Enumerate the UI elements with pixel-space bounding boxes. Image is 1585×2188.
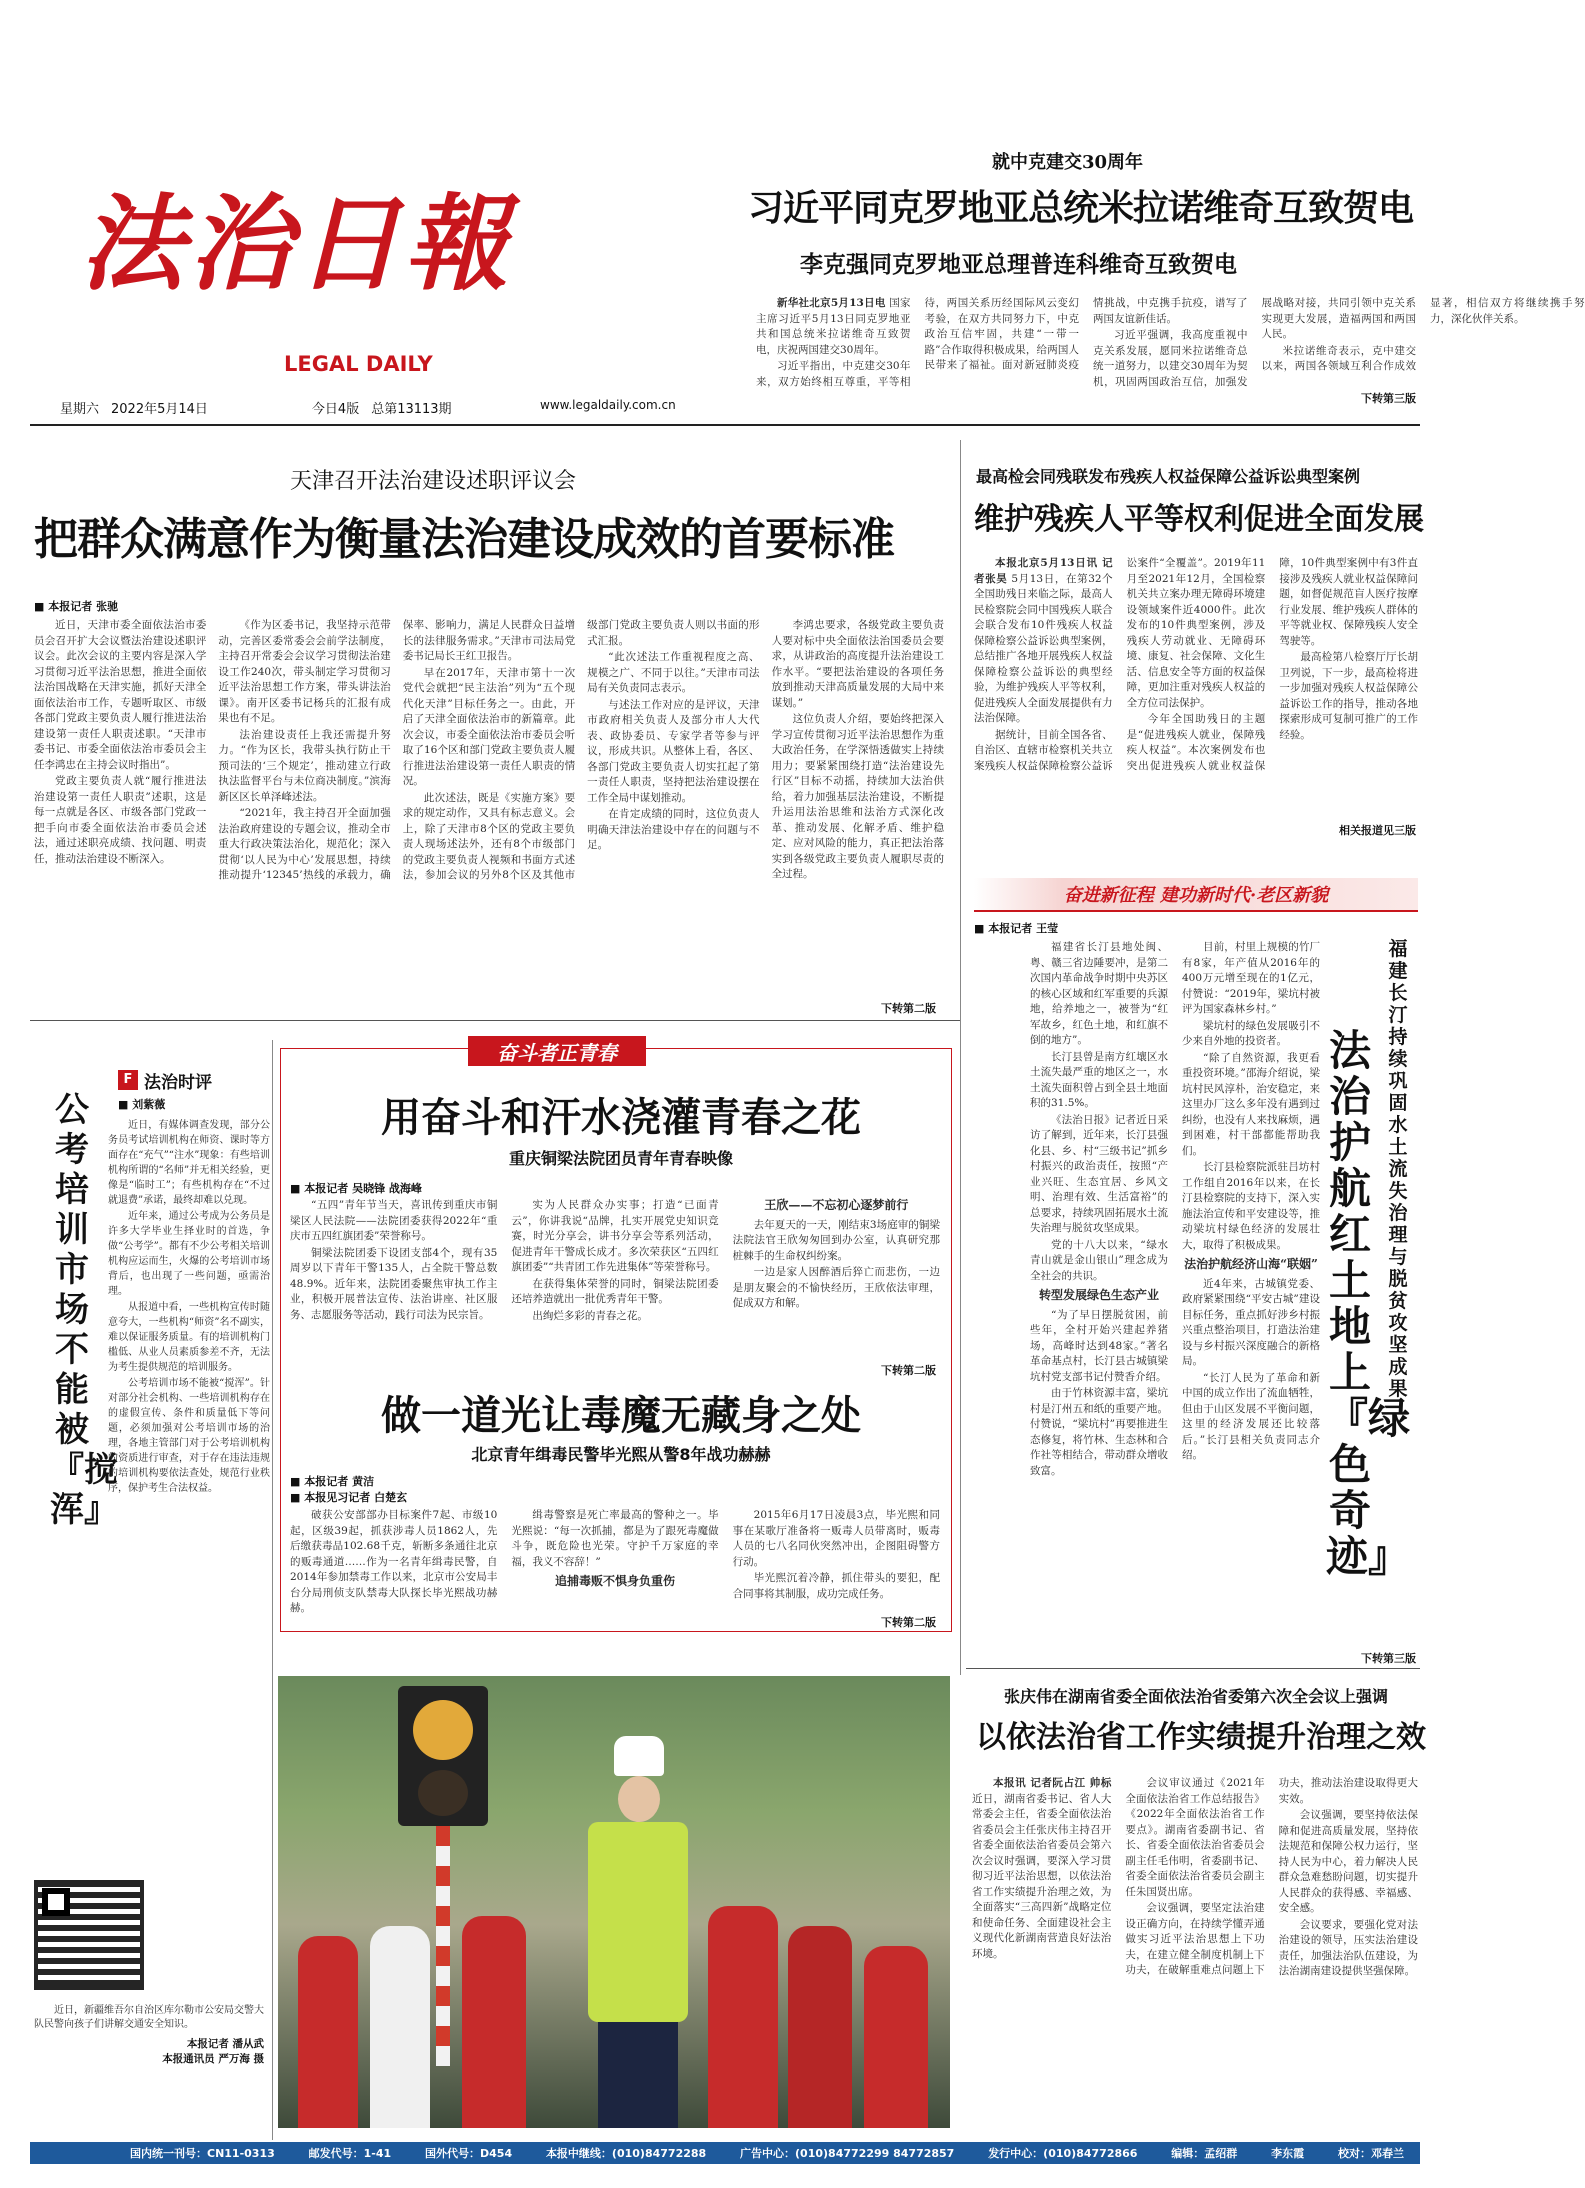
top-story-body: 新华社北京5月13日电 国家主席习近平5月13日同克罗地亚共和国总统米拉诺维奇互致贺电，庆祝两国建交30周年。 习近平指出，中克建交30年来，双方始终相互尊重，平等相待，两国关系历经国际风云变幻考验，在双方共同努力下，中克政治互信牢固，共建“一带一路”合作取得积极成果，给两国人民带来了福祉。面对新冠肺炎疫情挑战，中克携手抗疫，谱写了两国友谊新佳话。 习近平强调，我高度重视中克关系发展，愿同米拉诺维奇总统一道努力，以建交30周年为契机，巩固两国政治互信，加强发展战略对接，共同引领中克关系实现更大发展，造福两国和两国人民。 米拉诺维奇表示，克中建交以来，两国各领域互利合作成效显著，相信双方将继续携手努力，深化伙伴关系。 — [756, 297, 1585, 388]
footer-proofreader: 校对：邓春兰 — [1337, 2147, 1404, 2160]
legal-commentary-icon: F — [118, 1070, 138, 1090]
youth-subhead-2: 北京青年缉毒民警毕光熙从警8年战功赫赫 — [471, 1445, 771, 1464]
youth-banner: 奋斗者正青春 — [468, 1036, 646, 1066]
tianjin-byline: ■ 本报记者 张驰 — [34, 600, 119, 613]
top-story-kicker: 就中克建交30周年 — [992, 152, 1144, 173]
photo-caption: 近日，新疆维吾尔自治区库尔勒市公安局交警大队民警向孩子们讲解交通安全知识。 本报记者 潘从武 本报通讯员 严万海 摄 — [34, 2005, 264, 2065]
section-rule-mid — [30, 1020, 960, 1021]
changting-title: 法治护航红土地上『绿色奇迹』 — [1326, 1026, 1411, 1581]
youth-subsection-2: 追捕毒贩不惧身负重伤 — [554, 1574, 675, 1588]
changting-byline: ■ 本报记者 王莹 — [974, 922, 1059, 935]
youth-byline-1: ■ 本报记者 吴晓锋 战海峰 — [290, 1182, 422, 1195]
column-rule-left — [272, 1040, 273, 2140]
qr-code-corner — [42, 1888, 70, 1916]
changting-kicker: 福建长汀持续巩固水土流失治理与脱贫攻坚成果 — [1388, 938, 1408, 1400]
youth-jump-1[interactable]: 下转第二版 — [881, 1364, 936, 1377]
footer-domestic-code: 国内统一刊号：CN11-0313 — [130, 2147, 275, 2160]
youth-byline-2: ■ 本报记者 黄洁 ■ 本报见习记者 白楚玄 — [290, 1475, 408, 1504]
youth-body-1: “五四”青年节当天，喜讯传到重庆市铜梁区人民法院——法院团委获得2022年“重庆市五四红旗团委”荣誉称号。 铜梁法院团委下设团支部4个，现有35周岁以下青年干警135人，占全院干警总数48.9%。近年来，法院团委聚焦审执工作主业，积极开展普法宣传、法治讲座、社区服务、志愿服务等活动，践行司法为民宗旨。 实为人民群众办实事；打造“已面青云”，你讲我说“品牌，扎实开展党史知识竞赛，时光分享会，讲书分享会等系列活动，促进青年干警成长成才。多次荣获区“五四红旗团委”“共青团工作先进集体”等荣誉称号。 在获得集体荣誉的同时，铜梁法院团委还培养造就出一批优秀青年干警。 出绚烂多彩的青春之花。 王欣——不忘初心逐梦前行 去年夏天的一天，刚结束3场庭审的铜梁法院法官王欣匆匆回到办公室，认真研究那桩棘手的生命权纠纷案。 一边是家人因醉酒后猝亡而悲伤，一边是朋友聚会的不愉快经历，王欣依法审理，促成双方和解。 — [290, 1198, 940, 1322]
footer-postal-code: 邮发代号：1-41 — [308, 2147, 392, 2160]
footer-distribution: 发行中心：(010)84772866 — [988, 2147, 1138, 2160]
youth-headline-1: 用奋斗和汗水浇灌青春之花 — [381, 1094, 861, 1141]
youth-headline-2: 做一道光让毒魔无藏身之处 — [381, 1392, 861, 1439]
masthead-rule — [30, 424, 1420, 426]
date: 2022年5月14日 — [111, 401, 208, 417]
section-rule-right — [966, 1668, 1420, 1669]
masthead-dateline — [60, 396, 860, 418]
changting-banner: 奋进新征程 建功新时代·老区新貌 — [974, 878, 1418, 912]
footer-foreign-code: 国外代号：D454 — [425, 2147, 513, 2160]
disability-jump[interactable]: 相关报道见三版 — [1339, 824, 1416, 837]
disability-headline: 维护残疾人平等权利促进全面发展 — [974, 502, 1424, 537]
top-story-jump[interactable]: 下转第三版 — [1361, 392, 1416, 405]
masthead-title: 法治日報 — [80, 182, 513, 305]
column-rule-right — [960, 440, 961, 1675]
top-story-headline: 习近平同克罗地亚总统米拉诺维奇互致贺电 — [748, 187, 1414, 229]
weekday: 星期六 — [60, 401, 100, 417]
footer-ad-hotline: 广告中心：(010)84772299 84772857 — [740, 2147, 955, 2160]
youth-body-2: 破获公安部部办目标案件7起、市级10起，区级39起，抓获涉毒人员1862人，先后缴获毒品102.68千克，斩断多条通往北京的贩毒通道……作为一名青年缉毒民警，自2014年参加禁毒工作以来，北京市公安局丰台分局刑侦支队禁毒大队探长毕光熙战功赫赫。 缉毒警察是死亡率最高的警种之一。毕光熙说：“每一次抓捕，都是为了跟死毒魔做斗争，既危险也光荣。守护千万家庭的幸福，我义不容辞！” 追捕毒贩不惧身负重伤 2015年6月17日凌晨3点，毕光熙和同事在某歌厅准备将一贩毒人员带离时，贩毒人员的七八名同伙突然冲出，企图阻碍警方行动。 毕光熙沉着冷静，抓住带头的要犯，配合同事将其制服，成功完成任务。 — [290, 1509, 940, 1614]
footer-hotline: 本报中继线：(010)84772288 — [545, 2147, 707, 2160]
commentary-title: 公考培训市场不能被『搅浑』 — [50, 1090, 118, 1530]
tianjin-jump[interactable]: 下转第二版 — [881, 1002, 936, 1015]
disability-kicker: 最高检会同残联发布残疾人权益保障公益诉讼典型案例 — [976, 467, 1361, 486]
commentary-body: 近日，有媒体调查发现，部分公务员考试培训机构在师资、课时等方面存在“充气”“注水”现象：有些培训机构所谓的“名师”并无相关经验，更像是“临时工”；有些机构存在“不过就退费”承诺，最终却难以兑现。 近年来，通过公考成为公务员是许多大学毕业生择业时的首选，争做“公考学”。都有不少公考相关培训机构应运而生，火爆的公考培训市场背后，也出现了一些问题，亟需治理。 从报道中看，一些机构宣传时随意夸大，一些机构“师资”名不副实，难以保证服务质量。有的培训机构门槛低、从业人员素质参差不齐，无法为考生提供规范的培训服务。 公考培训市场不能被“搅浑”。针对部分社会机构、一些培训机构存在的虚假宣传、条件和质量低下等问题，必须加强对公考培训市场的治理，各地主管部门对于公考培训机构的资质进行审查，对于存在违法违规的培训机构要依法查处，规范行业秩序，保护考生合法权益。 — [108, 1120, 270, 1494]
hunan-headline: 以依法治省工作实绩提升治理之效 — [976, 1720, 1426, 1755]
hunan-byline: 本报讯 记者阮占江 帅标 — [993, 1777, 1112, 1789]
commentary-column-header: F 法治时评 — [118, 1068, 212, 1092]
top-story-subhead: 李克强同克罗地亚总理普连科维奇互致贺电 — [800, 251, 1237, 278]
masthead-title-en: LEGAL DAILY — [284, 352, 433, 376]
commentary-byline: ■ 刘紫薇 — [118, 1098, 166, 1111]
page-count: 今日4版 — [311, 401, 360, 417]
masthead — [30, 140, 513, 395]
top-story-dateline: 新华社北京5月13日电 — [777, 297, 886, 309]
hunan-kicker: 张庆伟在湖南省委全面依法治省委第六次全会议上强调 — [1003, 1687, 1388, 1706]
tianjin-kicker: 天津召开法治建设述职评议会 — [290, 469, 577, 494]
footer-editor: 编辑：孟绍群 — [1171, 2147, 1238, 2160]
youth-subsection: 王欣——不忘初心逐梦前行 — [764, 1198, 909, 1212]
tianjin-body: 近日，天津市委全面依法治市委员会召开扩大会议暨法治建设述职评议会。此次会议的主要内容是深入学习贯彻习近平法治思想，推进全面依法治国战略在天津实施，抓好天津全面依法治市工作，专题听取区、市级各部门党政主要负责人履行推进法治建设第一责任人职责述职。“天津市委书记、市委全面依法治市委员会主任李鸿忠在主持会议时指出”。 党政主要负责人就“履行推进法治建设第一责任人职责”述职，这是每一点就是各区、市级各部门党政一把手向市委全面依法治市委员会述法，通过述职亮成绩、找问题、明责任，推动法治建设不断深入。 《作为区委书记，我坚持示范带动，完善区委常委会会前学法制度，主持召开常委会会议学习贯彻法治建设工作240次，带头制定学习贯彻习近平法治思想工作方案，带头讲法治课》。南开区委书记杨兵的汇报有成果也有不足。 法治建设责任上我还需提升努力。“作为区长，我带头执行防止干预司法的‘三个规定’，推动建立行政执法监督平台与未位商决制度。”滨海新区区长单泽峰述法。 “2021年，我主持召开全面加强法治政府建设的专题会议，推动全市重大行政决策法治化，规范化；深入贯彻‘以人民为中心’发展思想，持续推动提升‘12345’热线的承载力，确保率、影响力，满足人民群众日益增长的法律服务需求。”天津市司法局党委书记局长王红卫报告。 早在2017年，天津市第十一次党代会就把“民主法治”列为“五个现代化天津”目标任务之一。由此，开启了天津全面依法治市的新篇章。此次会议，市委全面依法治市委员会听取了16个区和部门党政主要负责人履行推进法治建设第一责任人职责的情况。 此次述法，既是《实施方案》要求的规定动作，又具有标志意义。会上，除了天津市8个区的党政主要负责人现场述法外，还有8个市级部门的党政主要负责人视频和书面方式述法，参加会议的另外8个区及其他市级部门党政主要负责人则以书面的形式汇报。 “此次述法工作重视程度之高、规模之广、不同于以往。”天津市司法局有关负责同志表示。 与述法工作对应的是评议，天津市政府相关负责人及部分市人大代表、政协委员、专家学者等参与评议，形成共识。从整体上看，各区、各部门党政主要负责人切实扛起了第一责任人职责，坚持把法治建设摆在工作全局中谋划推动。 在肯定成绩的同时，这位负责人明确天津法治建设中存在的问题与不足。 李鸿忠要求，各级党政主要负责人要对标中央全面依法治国委员会要求，从讲政治的高度提升法治建设工作水平。“要把法治建设的各项任务放到推动天津高质量发展的大局中来谋划。” 这位负责人介绍，要始终把深入学习宣传贯彻习近平法治思想作为重大政治任务，在学深悟透做实上持续用力；要紧紧围绕打造“法治建设先行区”目标不动摇，持续加大法治供给，着力加强基层法治建设，不断提升运用法治思维和法治方式深化改革、推动发展、化解矛盾、维护稳定、应对风险的能力，真正把法治落实到各级党政主要负责人履职尽责的全过程。 — [34, 619, 944, 881]
changting-jump[interactable]: 下转第三版 — [1361, 1652, 1416, 1665]
footer-editor-2: 李东霞 — [1271, 2147, 1305, 2160]
youth-jump-2[interactable]: 下转第二版 — [881, 1616, 936, 1629]
youth-subhead-1: 重庆铜梁法院团员青年青春映像 — [508, 1149, 733, 1168]
changting-body: 福建省长汀县地处闽、粤、赣三省边陲要冲，是第二次国内革命战争时期中央苏区的核心区域和红军重要的兵源地，给养地之一，被誉为“红军故乡，红色土地，和红旗不倒的地方”。 长汀县曾是南方红壤区水土流失最严重的地区之一，水土流失面积曾占到全县土地面积的31.5%。 《法治日报》记者近日采访了解到，近年来，长汀县强化县、乡、村“三级书记”抓乡村振兴的政治责任，按照“产业兴旺、生态宜居、乡风文明、治理有效、生活富裕”的总要求，持续巩固拓展水土流失治理与脱贫攻坚成果。 党的十八大以来，“绿水青山就是金山银山”理念成为全社会的共识。 转型发展绿色生态产业 “为了早日摆脱贫困，前些年，全村开始兴建起养猪场，高峰时达到48家。”著名革命基点村，长汀县古城镇梁坑村党支部书记付赞香介绍。 由于竹林资源丰富，梁坑村是汀州五和纸的重要产地。付赞说，“梁坑村”再要推进生态修复，将竹林、生态林和合作社等相结合，带动群众增收致富。 目前，村里上规模的竹厂有8家，年产值从2016年的400万元增至现在的1亿元，付赞说：“2019年，梁坑村被评为国家森林乡村。” 梁坑村的绿色发展吸引不少来自外地的投资者。 “除了自然资源，我更看重投资环境。”邵海介绍说，梁坑村民风淳朴，治安稳定，来这里办厂这么多年没有遇到过纠纷，也没有人来找麻烦，遇到困难，村干部都能帮助我们。 长汀县检察院派驻吕坊村工作组自2016年以来，在长汀县检察院的支持下，深入实施法治宣传和平安建设等，推动梁坑村绿色经济的发展壮大，取得了积极成果。 法治护航经济山海“联姻” 近4年来，古城镇党委、政府紧紧围绕“平安古城”建设目标任务，重点抓好涉乡村振兴重点整治项目，打造法治建设与乡村振兴深度融合的新格局。 “长汀人民为了革命和新中国的成立作出了流血牺牲，但由于山区发展不平衡问题，这里的经济发展还比较落后。”长汀县相关负责同志介绍。 — [1030, 941, 1320, 1477]
changting-subhead-2: 法治护航经济山海“联姻” — [1184, 1257, 1318, 1271]
footer-bar — [30, 2142, 1420, 2164]
disability-dateline: 本报北京5月13日讯 — [995, 557, 1098, 569]
issue-number: 总第13113期 — [371, 401, 452, 417]
traffic-light-icon — [398, 1686, 488, 1826]
news-photo — [278, 1676, 950, 2128]
hunan-body: 本报讯 记者阮占江 帅标 近日，湖南省委书记、省人大常委会主任，省委全面依法治省委员会主任张庆伟主持召开省委全面依法治省委员会第六次会议时强调，要深入学习贯彻习近平法治思想，以依法治省工作实绩提升治理之效，为全面落实“三高四新”战略定位和使命任务、全面建设社会主义现代化新湖南营造良好法治环境。 会议审议通过《2021年全面依法治省工作总结报告》《2022年全面依法治省工作要点》。湖南省委副书记、省长、省委全面依法治省委员会副主任毛伟明，省委副书记、省委全面依法治省委员会副主任朱国贤出席。 会议强调，要坚定法治建设正确方向，在持续学懂弄通做实习近平法治思想上下功夫，在建立健全制度机制上下功夫，在破解重难点问题上下功夫，推动法治建设取得更大实效。 会议强调，要坚持依法保障和促进高质量发展，坚持依法规范和保障公权力运行，坚持人民为中心，着力解决人民群众急难愁盼问题，切实提升人民群众的获得感、幸福感、安全感。 会议要求，要强化党对法治建设的领导，压实法治建设责任，加强法治队伍建设，为法治湖南建设提供坚强保障。 — [972, 1777, 1418, 1977]
website-url[interactable]: www.legaldaily.com.cn — [540, 398, 676, 412]
children-group — [278, 1906, 950, 2128]
tianjin-headline: 把群众满意作为衡量法治建设成效的首要标准 — [34, 514, 894, 565]
changting-subhead-1: 转型发展绿色生态产业 — [1038, 1288, 1159, 1302]
disability-body: 本报北京5月13日讯 记者张昊 5月13日，在第32个全国助残日来临之际，最高人民检察院会同中国残疾人联合会联合发布10件残疾人权益保障检察公益诉讼典型案例，总结推广各地开展残疾人权益保障检察公益诉讼的典型经验，为维护残疾人平等权利，促进残疾人全面发展提供有力法治保障。 据统计，目前全国各省、自治区、直辖市检察机关共立案残疾人权益保障检察公益诉讼案件“全覆盖”。2019年11月至2021年12月，全国检察机关共立案办理无障碍环境建设领域案件近4000件。此次发布的10件典型案例，涉及残疾人劳动就业、无障碍环境、康复、社会保障、文化生活、信息安全等方面的权益保障，更加注重对残疾人权益的全方位司法保护。 今年全国助残日的主题是“促进残疾人就业，保障残疾人权益”。本次案例发布也突出促进残疾人就业权益保障，10件典型案例中有3件直接涉及残疾人就业权益保障问题，如督促规范盲人医疗按摩行业发展、维护残疾人群体的平等就业权、保障残疾人安全驾驶等。 最高检第八检察厅厅长胡卫列说，下一步，最高检将进一步加强对残疾人权益保障公益诉讼工作的指导，推动各地探索形成可复制可推广的工作经验。 — [974, 557, 1418, 772]
